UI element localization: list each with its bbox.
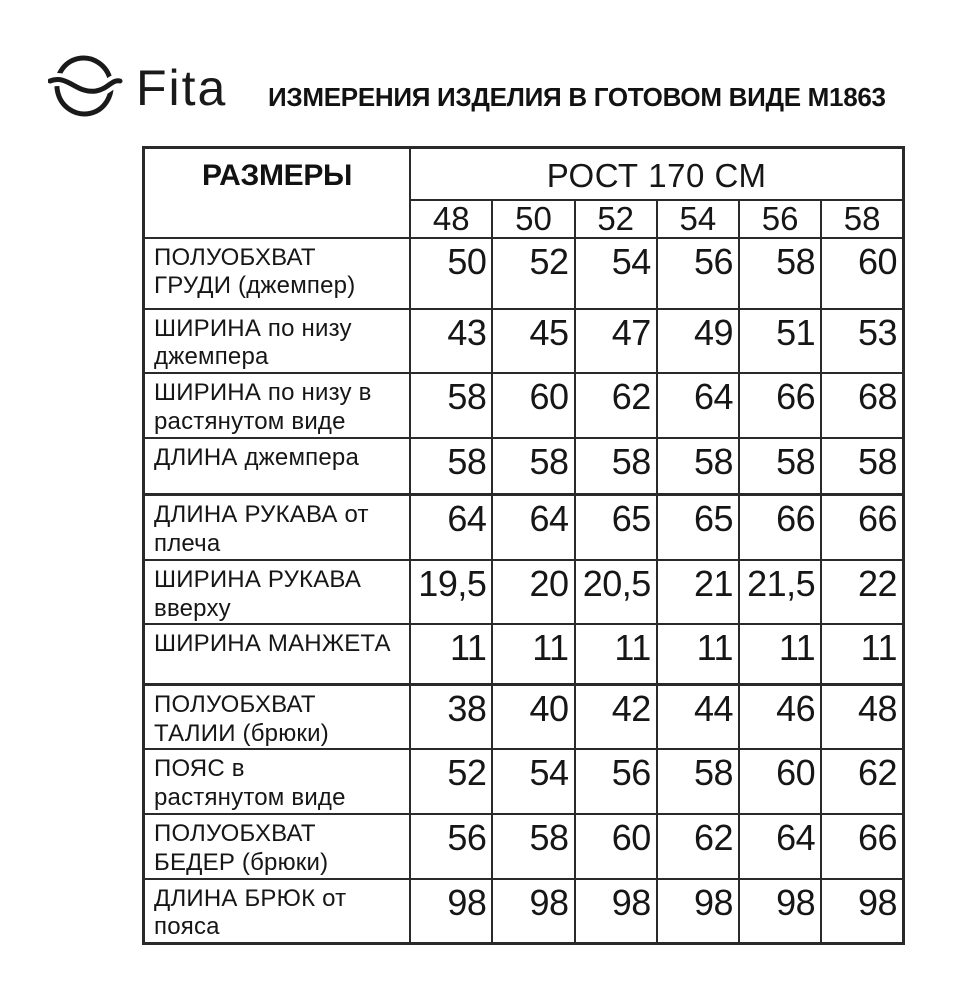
height-header-cell: РОСТ 170 СМ — [410, 148, 903, 200]
measurement-label: ШИРИНА по низу в растянутом виде — [144, 373, 411, 438]
measurement-value: 58 — [575, 438, 657, 495]
measurement-value: 22 — [821, 560, 903, 625]
measurement-value: 58 — [410, 373, 492, 438]
table-row — [144, 309, 904, 374]
measurement-value: 21,5 — [739, 560, 821, 625]
measurement-value: 56 — [657, 238, 739, 309]
table-row — [144, 438, 904, 495]
table-row — [144, 814, 904, 879]
measurement-value: 56 — [575, 749, 657, 814]
measurement-value: 64 — [410, 495, 492, 560]
measurement-value: 66 — [821, 814, 903, 879]
measurement-value: 64 — [739, 814, 821, 879]
measurement-value: 58 — [657, 438, 739, 495]
measurement-label: ДЛИНА БРЮК от пояса — [144, 879, 411, 944]
measurement-label: ПОЛУОБХВАТ ГРУДИ (джемпер) — [144, 238, 411, 309]
measurement-value: 49 — [657, 309, 739, 374]
measurement-value: 20 — [492, 560, 574, 625]
measurement-value: 58 — [739, 438, 821, 495]
size-column-header: 58 — [821, 200, 903, 238]
measurement-value: 11 — [739, 624, 821, 684]
measurement-value: 60 — [821, 238, 903, 309]
fita-ribbon-circle-icon — [48, 48, 248, 126]
page-title: ИЗМЕРЕНИЯ ИЗДЕЛИЯ В ГОТОВОМ ВИДЕ М1863 — [268, 82, 886, 112]
measurement-value: 52 — [492, 238, 574, 309]
measurement-value: 98 — [657, 879, 739, 944]
measurement-label: ПОЯС в растянутом виде — [144, 749, 411, 814]
measurement-value: 98 — [575, 879, 657, 944]
measurement-value: 58 — [410, 438, 492, 495]
size-column-header: 54 — [657, 200, 739, 238]
measurement-value: 98 — [492, 879, 574, 944]
measurement-value: 45 — [492, 309, 574, 374]
measurement-value: 42 — [575, 684, 657, 749]
size-column-header: 56 — [739, 200, 821, 238]
measurement-value: 60 — [575, 814, 657, 879]
measurement-value: 48 — [821, 684, 903, 749]
table-row — [144, 238, 904, 309]
measurement-value: 58 — [739, 238, 821, 309]
measurement-value: 51 — [739, 309, 821, 374]
measurement-value: 58 — [492, 438, 574, 495]
table-row — [144, 560, 904, 625]
size-column-header: 50 — [492, 200, 574, 238]
measurement-value: 65 — [575, 495, 657, 560]
measurement-label: ДЛИНА РУКАВА от плеча — [144, 495, 411, 560]
brand-name: Fita — [136, 60, 228, 116]
table-row — [144, 495, 904, 560]
measurement-value: 62 — [575, 373, 657, 438]
measurement-value: 44 — [657, 684, 739, 749]
measurement-value: 66 — [821, 495, 903, 560]
measurement-value: 65 — [657, 495, 739, 560]
measurement-value: 52 — [410, 749, 492, 814]
measurement-value: 98 — [821, 879, 903, 944]
measurement-value: 64 — [492, 495, 574, 560]
measurement-value: 40 — [492, 684, 574, 749]
measurement-label: ДЛИНА джемпера — [144, 438, 411, 495]
measurement-value: 46 — [739, 684, 821, 749]
table-row — [144, 373, 904, 438]
size-column-header: 48 — [410, 200, 492, 238]
measurement-value: 38 — [410, 684, 492, 749]
measurement-value: 11 — [492, 624, 574, 684]
measurement-value: 64 — [657, 373, 739, 438]
measurement-value: 66 — [739, 373, 821, 438]
measurement-value: 60 — [739, 749, 821, 814]
measurement-value: 62 — [821, 749, 903, 814]
table-row — [144, 684, 904, 749]
measurement-label: ШИРИНА РУКАВА вверху — [144, 560, 411, 625]
measurement-value: 68 — [821, 373, 903, 438]
measurement-value: 11 — [575, 624, 657, 684]
measurement-value: 19,5 — [410, 560, 492, 625]
measurement-value: 54 — [492, 749, 574, 814]
measurement-value: 60 — [492, 373, 574, 438]
measurement-value: 56 — [410, 814, 492, 879]
measurement-value: 58 — [492, 814, 574, 879]
measurement-value: 98 — [739, 879, 821, 944]
measurement-value: 47 — [575, 309, 657, 374]
measurement-value: 98 — [410, 879, 492, 944]
table-row — [144, 624, 904, 684]
measurement-value: 58 — [821, 438, 903, 495]
measurement-value: 54 — [575, 238, 657, 309]
table-row — [144, 879, 904, 944]
measurement-value: 11 — [821, 624, 903, 684]
measurement-label: ПОЛУОБХВАТ ТАЛИИ (брюки) — [144, 684, 411, 749]
brand-logo — [48, 48, 248, 126]
measurement-value: 11 — [657, 624, 739, 684]
header-row-height — [144, 148, 904, 200]
measurement-value: 66 — [739, 495, 821, 560]
measurement-label: ПОЛУОБХВАТ БЕДЕР (брюки) — [144, 814, 411, 879]
sizes-corner-label: РАЗМЕРЫ — [144, 148, 411, 238]
measurement-value: 62 — [657, 814, 739, 879]
measurement-value: 43 — [410, 309, 492, 374]
measurement-value: 11 — [410, 624, 492, 684]
measurement-label: ШИРИНА МАНЖЕТА — [144, 624, 411, 684]
measurement-table — [142, 146, 905, 945]
measurement-value: 50 — [410, 238, 492, 309]
measurement-value: 20,5 — [575, 560, 657, 625]
measurement-value: 21 — [657, 560, 739, 625]
measurement-value: 53 — [821, 309, 903, 374]
table-row — [144, 749, 904, 814]
measurement-value: 58 — [657, 749, 739, 814]
size-column-header: 52 — [575, 200, 657, 238]
measurement-label: ШИРИНА по низу джемпера — [144, 309, 411, 374]
